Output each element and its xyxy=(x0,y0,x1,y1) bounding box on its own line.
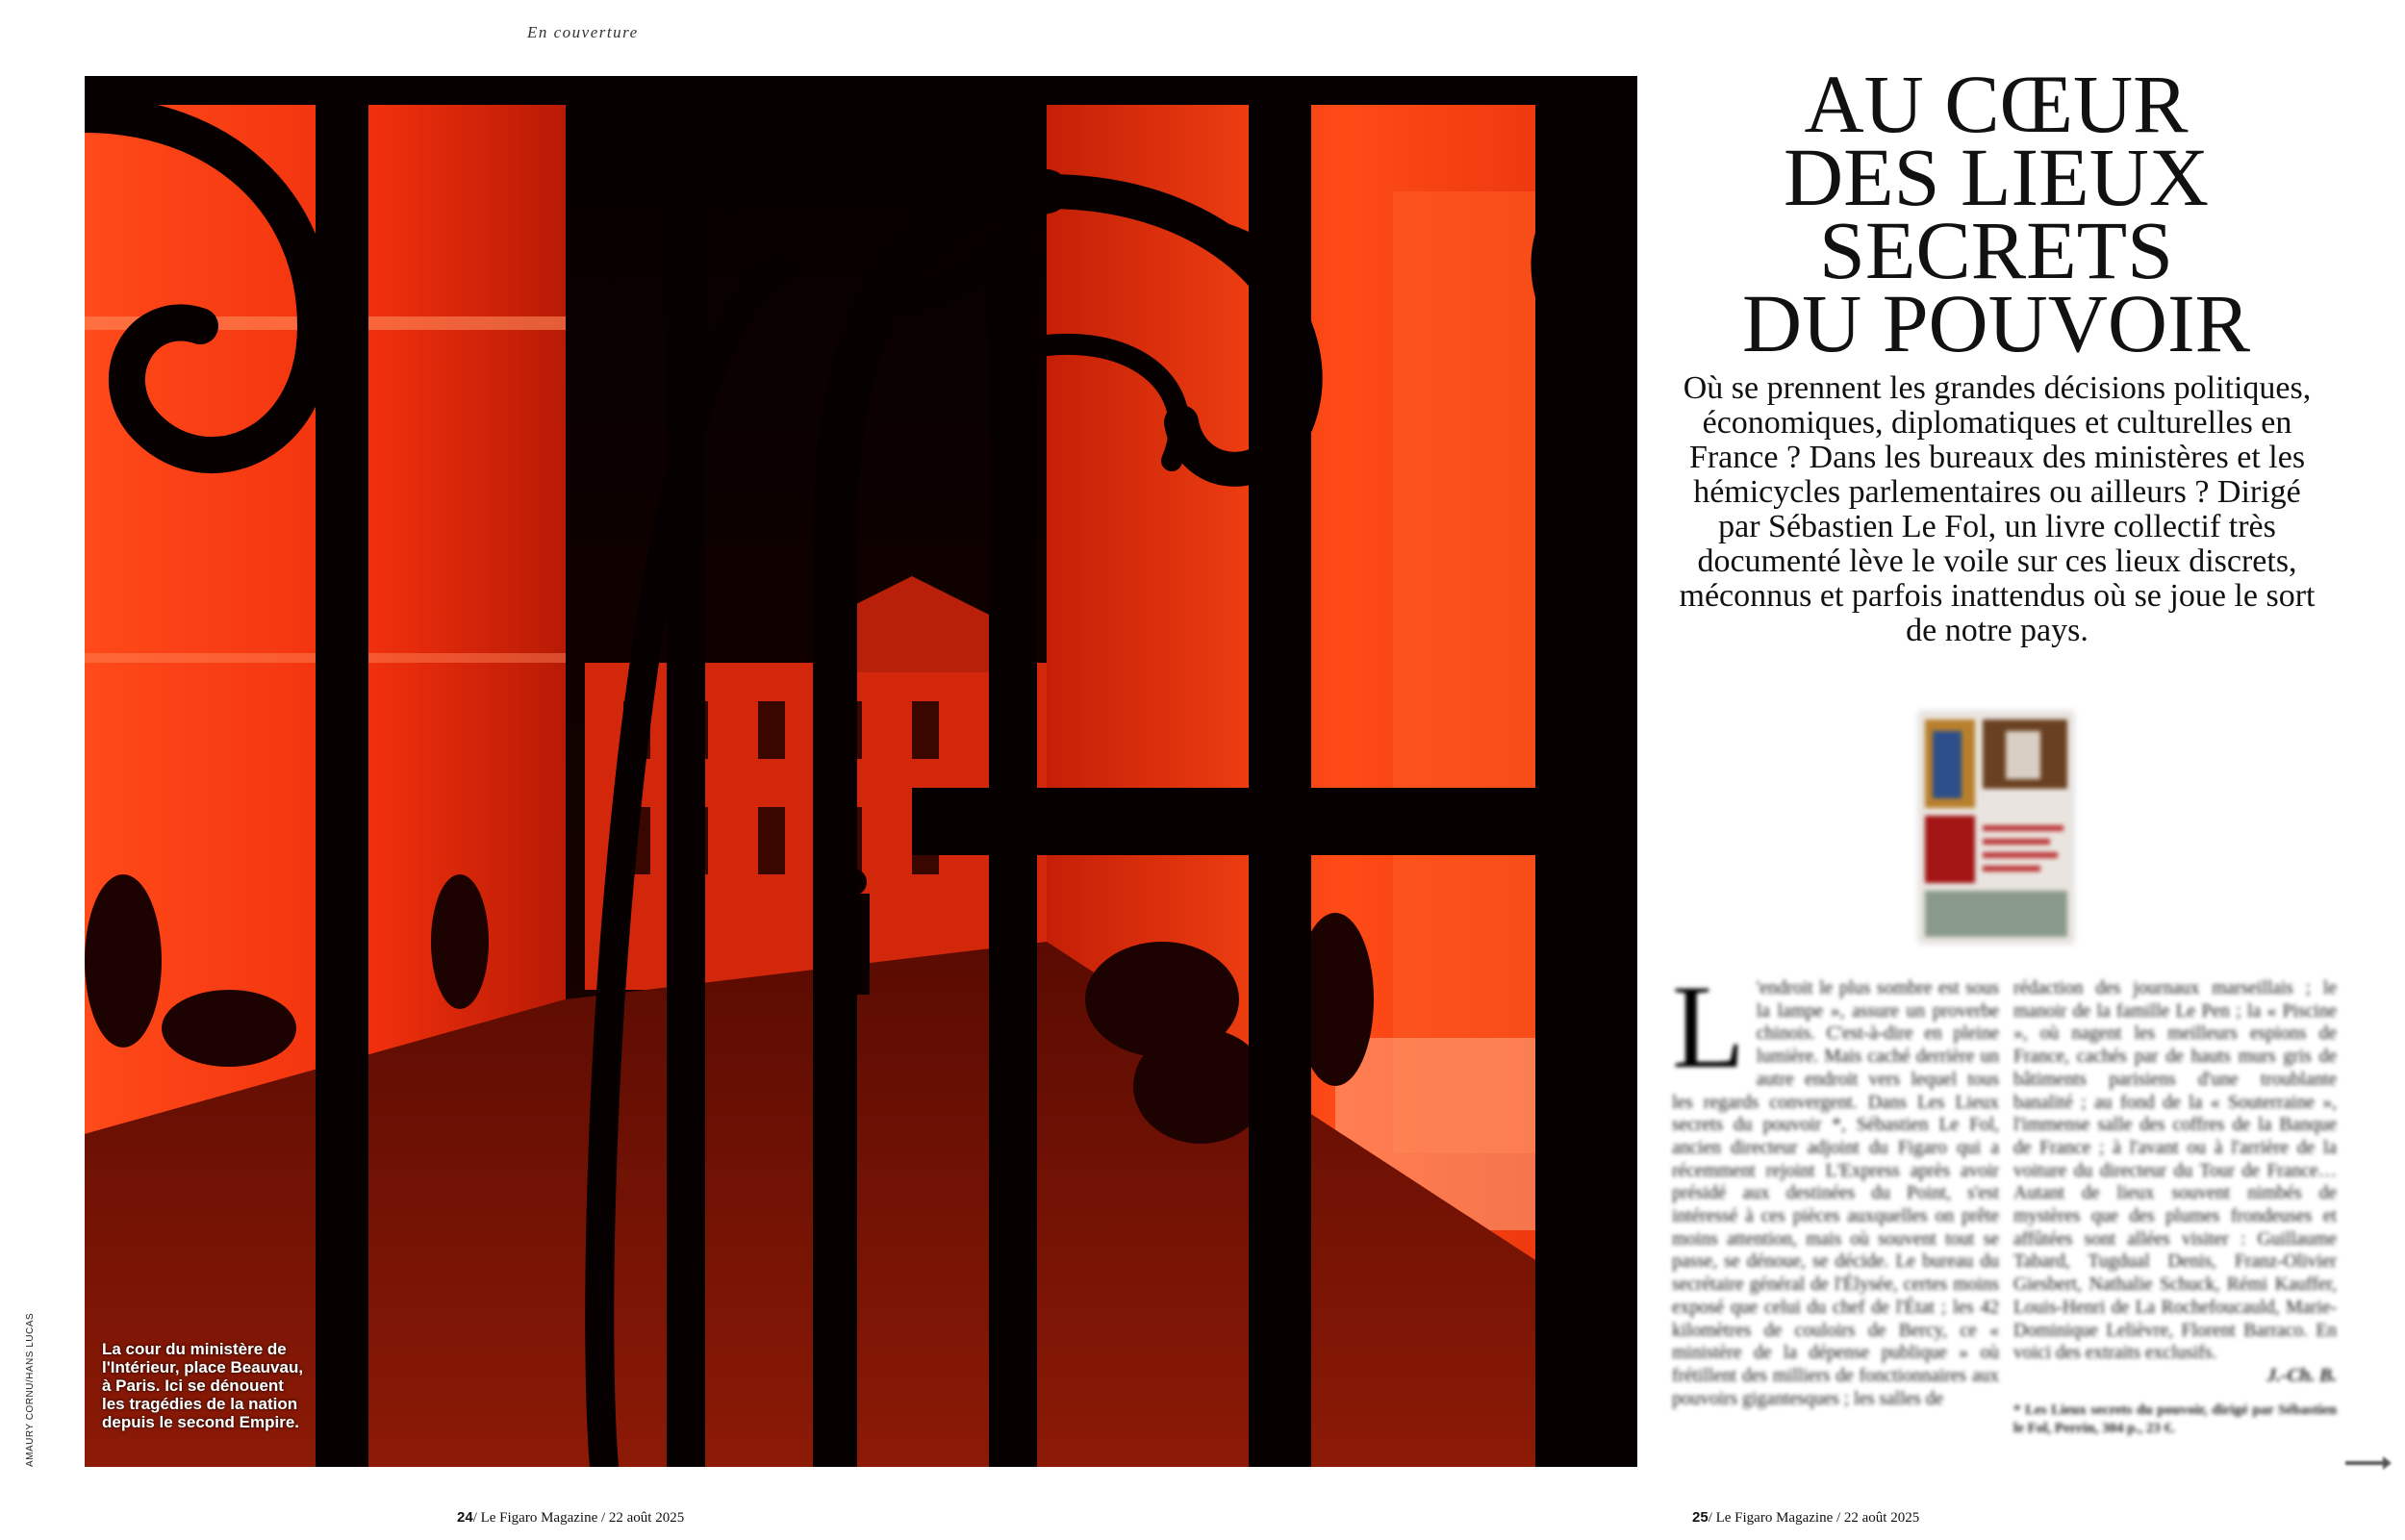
photo-credit: AMAURY CORNU/HANS LUCAS xyxy=(25,1312,36,1467)
article-column-1-text: 'endroit le plus sombre est sous la lampe », assure un proverbe chinois. C'est-à-dire en pleine lumière. Mais caché derrière un autre endroit vers lequel tous les regards convergent. Dans Les Lieux secrets du pouvoir *, Sébastien Le Fol, ancien directeur adjoint du Figaro qui a récemment rejoint L'Express après avoir présidé aux destinées du Point, s'est intéressé à ces pièces auxquelles on prête moins attention, mais où souvent tout se passe, se dénoue, se décide. Le bureau du secrétaire général de l'Élysée, certes moins exposé que celui du chef de l'État ; les 42 kilomètres de couloirs de Bercy, ce « ministère de la dépense publique » où frétillent des milliers de fonctionnaires aux pouvoirs gigantesques ; les salles de xyxy=(1672,978,1999,1409)
headline-line-4: DU POUVOIR xyxy=(1742,277,2250,369)
standfirst: Où se prennent les grandes décisions politiques, économiques, diplomatiques et culturelles en France ? Dans les bureaux des ministères et les hémicycles parlementaires ou ailleurs ? Dirigé par Sébastien Le Fol, un livre collectif très documenté lève le voile sur ces lieux discrets, méconnus et parfois inattendus où se joue le sort de notre pays. xyxy=(1679,370,2316,648)
headline-line-1: AU CŒUR xyxy=(1804,58,2189,150)
folio-text-left: / Le Figaro Magazine / 22 août 2025 xyxy=(472,1510,685,1526)
section-rubric: En couverture xyxy=(527,23,639,41)
page-number-left: 24 xyxy=(457,1509,473,1526)
author-signature: J.-Ch. B. xyxy=(2266,1365,2337,1386)
book-footnote: * Les Lieux secrets du pouvoir, dirigé par Sébastien le Fol, Perrin, 304 p., 23 €. xyxy=(2013,1401,2337,1436)
photo-caption: La cour du ministère de l'Intérieur, place Beauvau, à Paris. Ici se dénouent les tragédies de la nation depuis le second Empire. xyxy=(102,1340,304,1431)
article-column-1 xyxy=(1672,961,1999,1410)
photo-illustration xyxy=(85,76,1637,1467)
article-column-2-text: rédaction des journaux marseillais ; le manoir de la famille Le Pen ; la « Piscine », où nagent les meilleurs espions de France, cachés par de hauts murs gris de bâtiments parisiens d'une troublante banalité ; au fond de la « Souterraine », l'immense salle des coffres de la Banque de France ; à l'avant ou à l'arrière de la voiture du directeur du Tour de France… Autant de lieux souvent nimbés de mystères que des plumes frondeuses et affûtées sont allées visiter : Guillaume Tabard, Tugdual Denis, Franz-Olivier Giesbert, Nathalie Schuck, Rémi Kauffer, Louis-Henri de La Rochefoucauld, Marie-Dominique Lelièvre, Florent Barraco. En voici des extraits exclusifs. xyxy=(2013,978,2337,1364)
drop-cap: L xyxy=(1672,961,1745,1093)
folio-text-right: / Le Figaro Magazine / 22 août 2025 xyxy=(1708,1510,1920,1526)
continue-arrow-icon xyxy=(2345,1461,2386,1465)
headline xyxy=(1669,58,2323,369)
book-cover-image xyxy=(1919,712,2073,943)
page-folio-left xyxy=(457,1509,684,1527)
page-number-right: 25 xyxy=(1692,1509,1709,1526)
cover-photo xyxy=(85,76,1637,1467)
headline-line-3: SECRETS xyxy=(1819,204,2173,296)
article-column-2 xyxy=(2013,977,2337,1438)
headline-line-2: DES LIEUX xyxy=(1784,131,2209,223)
page-folio-right xyxy=(1692,1509,1919,1527)
